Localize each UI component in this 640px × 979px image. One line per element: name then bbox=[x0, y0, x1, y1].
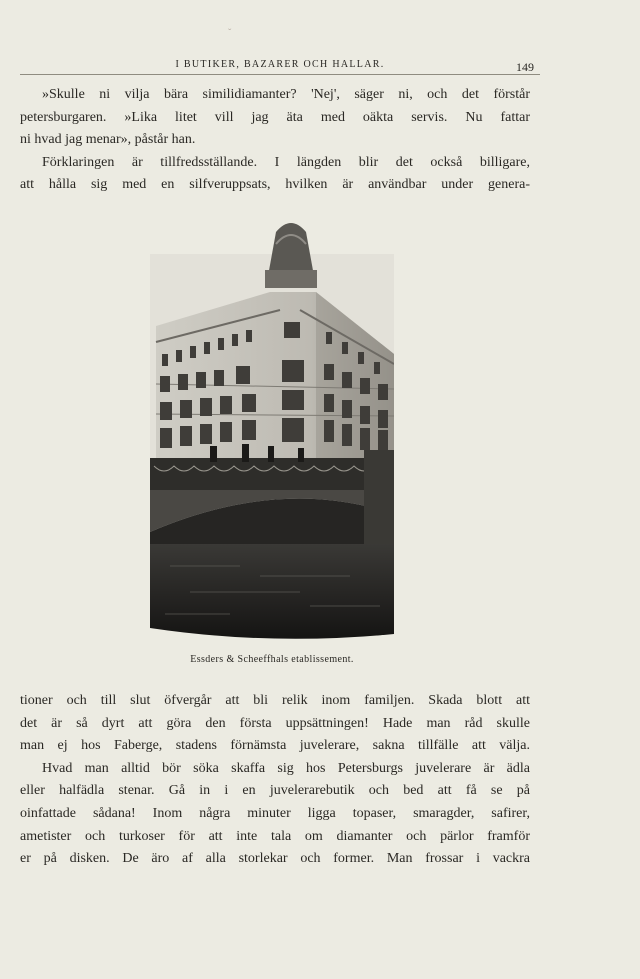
figure-caption: Essders & Scheeffhals etablissement. bbox=[190, 654, 354, 665]
text-line: ni hvad jag menar», påstår han. bbox=[20, 132, 196, 148]
building-photograph bbox=[150, 214, 394, 665]
pencil-mark-icon: ˇ bbox=[228, 28, 232, 39]
text-line: »Skulle ni vilja bära similidiamanter? 'Nej', säger ni, och det förstår bbox=[42, 87, 530, 102]
text-line: Hvad man alltid bör söka skaffa sig hos Petersburgs juvelerare är ädla bbox=[42, 760, 530, 776]
text-line: att hålla sig med en silfveruppsats, hvilken är användbar under genera- bbox=[20, 177, 530, 193]
text-line: oinfattade sådana! Inom några minuter ligga topaser, smaragder, safirer, bbox=[20, 805, 530, 821]
text-line: ametister och turkoser för att inte tala om diamanter och pärlor framför bbox=[20, 828, 530, 844]
text-line: det är så dyrt att göra den första uppsättningen! Hade man råd skulle bbox=[20, 715, 530, 731]
photo-illustration bbox=[150, 214, 394, 642]
text-line: tioner och till slut öfvergår att bli relik inom familjen. Skada blott att bbox=[20, 693, 530, 708]
page-header bbox=[20, 58, 540, 75]
paragraph-bottom bbox=[20, 690, 530, 871]
paragraph-top bbox=[20, 84, 530, 197]
text-line: eller halfädla stenar. Gå in i en juvelerarebutik och bed att få se på bbox=[20, 783, 530, 799]
text-line: petersburgaren. »Lika litet vill jag äta med oäkta servis. Nu fattar bbox=[20, 109, 530, 125]
text-line: er på disken. De äro af alla storlekar och former. Man frossar i vackra bbox=[20, 851, 530, 867]
text-line: man ej hos Faberge, stadens förnämsta juvelerare, sakna tillfälle att välja. bbox=[20, 738, 530, 754]
page-number: 149 bbox=[516, 60, 534, 74]
running-head: I BUTIKER, BAZARER OCH HALLAR. bbox=[175, 59, 385, 70]
text-line: Förklaringen är tillfredsställande. I längden blir det också billigare, bbox=[42, 154, 530, 170]
